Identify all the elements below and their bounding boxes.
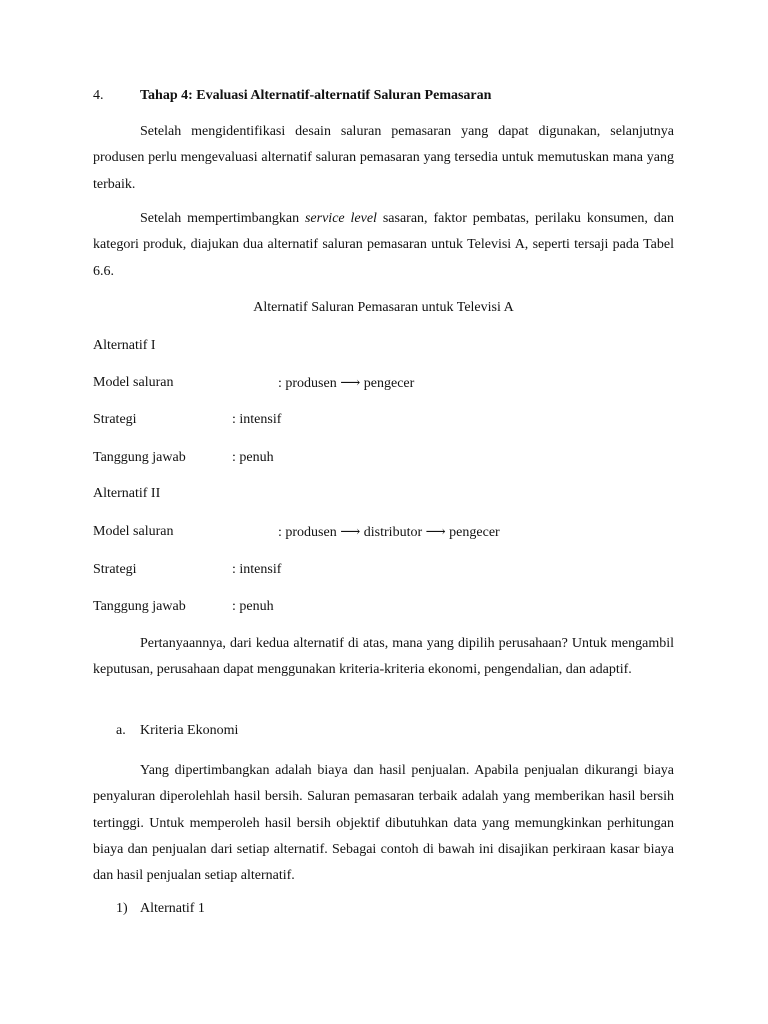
alternative-2-responsibility-value: : penuh	[232, 599, 274, 614]
paragraph-2-after: sasaran, faktor pembatas, perilaku konsumen, dan kategori produk, diajukan dua alternatif saluran pemasaran untuk Televisi A, seperti tersaji pada Tabel 6.6.	[93, 211, 674, 279]
subsection-a-title: Kriteria Ekonomi	[140, 723, 239, 738]
alternative-1-model-label: Model saluran	[93, 375, 174, 390]
table-caption: Alternatif Saluran Pemasaran untuk Televisi A	[253, 300, 514, 315]
alternative-1-responsibility-value: : penuh	[232, 450, 274, 465]
alternative-1-heading: Alternatif I	[93, 338, 156, 353]
alternative-2-heading: Alternatif II	[93, 486, 161, 501]
alternative-2-responsibility-label: Tanggung jawab	[93, 599, 186, 614]
alternative-2-strategy-label: Strategi	[93, 562, 137, 577]
alternative-2-model-label: Model saluran	[93, 524, 174, 539]
paragraph-3: Pertanyaannya, dari kedua alternatif di atas, mana yang dipilih perusahaan? Untuk mengambil keputusan, perusahaan dapat menggunakan kriteria-kriteria ekonomi, pengendalian, dan adaptif.	[93, 636, 674, 678]
section-title: Tahap 4: Evaluasi Alternatif-alternatif Saluran Pemasaran	[140, 88, 492, 103]
subsection-a-marker: a.	[116, 723, 126, 738]
list-item-1-marker: 1)	[116, 901, 128, 916]
paragraph-4: Yang dipertimbangkan adalah biaya dan hasil penjualan. Apabila penjualan dikurangi biaya penyaluran diperolehlah hasil bersih. Saluran pemasaran terbaik adalah yang memberikan hasil bersih tertinggi. Untuk memperoleh hasil bersih objektif dibutuhkan data yang memungkinkan perhitungan biaya dan penjualan dari setiap alternatif. Sebagai contoh di bawah ini disajikan perkiraan kasar biaya dan hasil penjualan setiap alternatif.	[93, 763, 674, 884]
paragraph-2-before: Setelah mempertimbangkan	[140, 211, 305, 226]
section-number: 4.	[93, 88, 104, 103]
paragraph-2	[93, 206, 674, 285]
alternative-1-strategy-label: Strategi	[93, 412, 137, 427]
alternative-1-model-value: : produsen ⟶ pengecer	[278, 376, 415, 391]
alternative-1-strategy-value: : intensif	[232, 412, 282, 427]
alternative-2-model-value: : produsen ⟶ distributor ⟶ pengecer	[278, 525, 500, 540]
alternative-2-strategy-value: : intensif	[232, 562, 282, 577]
alternative-1-responsibility-label: Tanggung jawab	[93, 450, 186, 465]
list-item-1-label: Alternatif 1	[140, 901, 205, 916]
paragraph-2-italic: service level	[304, 211, 377, 226]
paragraph-1: Setelah mengidentifikasi desain saluran pemasaran yang dapat digunakan, selanjutnya produsen perlu mengevaluasi alternatif saluran pemasaran yang tersedia untuk memutuskan mana yang terbaik.	[93, 124, 674, 192]
